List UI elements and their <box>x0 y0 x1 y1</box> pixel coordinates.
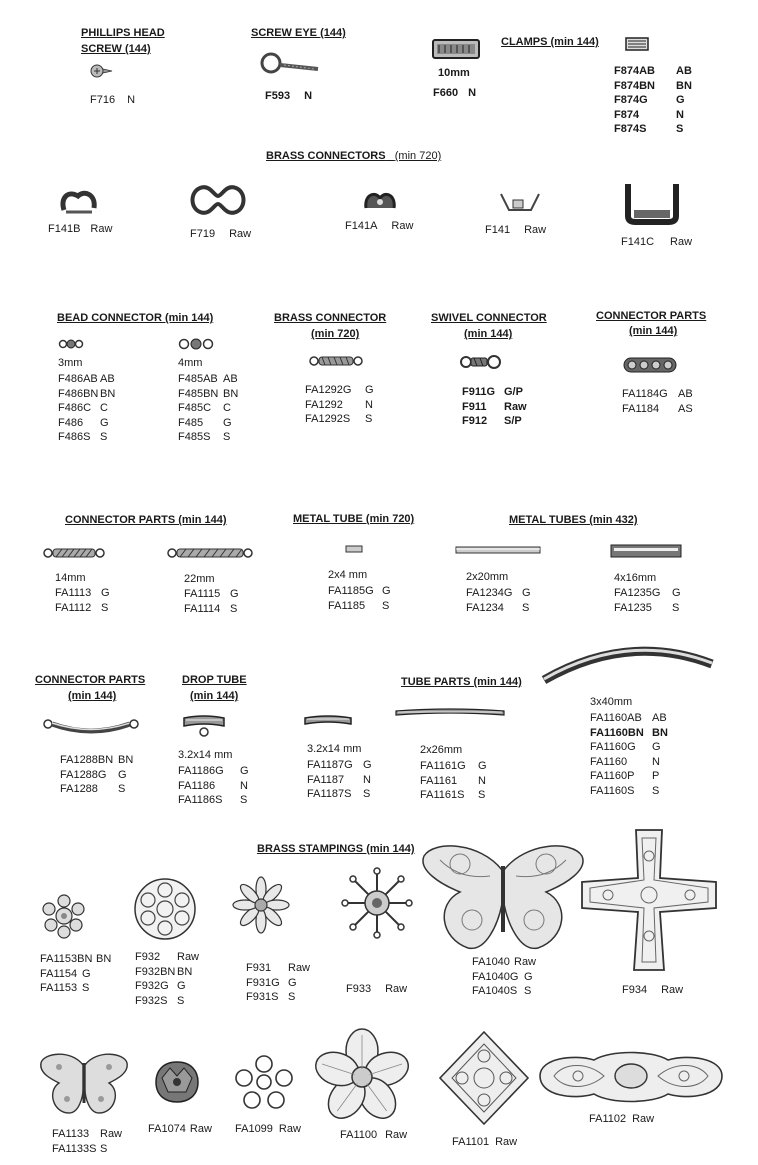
bead-3mm-list: F486AB AB F486BN BN F486C C F486 G F486S S <box>58 373 116 443</box>
f719-code: F719 Raw <box>190 228 252 240</box>
metal-tube-list: FA1185G G FA1185 S <box>328 585 391 612</box>
bead-connector-4mm-icon <box>178 337 214 351</box>
tube-parts-2x26-size: 2x26mm <box>420 744 463 756</box>
cp-22mm-size: 22mm <box>184 573 215 585</box>
stamping-fa1101-icon <box>438 1030 530 1126</box>
stamping-fa1099-code: FA1099 Raw <box>235 1123 301 1135</box>
connector-parts-fa1184-icon <box>622 356 678 374</box>
drop-tube-min: (min 144) <box>190 690 239 702</box>
drop-tube-title: DROP TUBE <box>182 674 247 686</box>
tube-parts-3x40-size: 3x40mm <box>590 696 633 708</box>
metal-tubes-2x20-size: 2x20mm <box>466 571 509 583</box>
stamping-fa1074-icon <box>152 1058 202 1106</box>
stamping-fa1153-icon <box>40 893 88 939</box>
tube-parts-3.2x14-list: FA1187G G FA1187 N FA1187S S <box>307 759 372 800</box>
f660-size: 10mm <box>438 67 470 79</box>
stamping-fa1099-icon <box>234 1054 294 1110</box>
stamping-fa1133-list: FA1133 Raw FA1133S S <box>52 1128 123 1155</box>
screw-eye-icon <box>258 50 322 80</box>
connector-parts-22mm-icon <box>166 546 254 560</box>
bead-connector-3mm-icon <box>58 338 84 350</box>
stamping-fa1133-icon <box>37 1049 131 1119</box>
metal-tube-title: METAL TUBE (min 720) <box>293 513 415 525</box>
cp-14mm-size: 14mm <box>55 572 86 584</box>
bead-connector-title: BEAD CONNECTOR (min 144) <box>57 312 214 324</box>
brass-connectors-title: BRASS CONNECTORS (min 720) <box>266 150 442 162</box>
stamping-f934-icon <box>576 826 722 974</box>
connector-f141c-icon <box>622 180 682 226</box>
stamping-fa1102-icon <box>534 1046 728 1108</box>
stamping-fa1040-icon <box>420 840 586 956</box>
brass-connector-title: BRASS CONNECTOR <box>274 312 387 324</box>
cp-14mm-list: FA1113 G FA1112 S <box>55 587 110 614</box>
stamping-fa1040-list: FA1040 Raw FA1040G G FA1040S S <box>472 956 537 997</box>
phillips-title-line2: SCREW (144) <box>81 43 151 55</box>
bead-4mm-list: F485AB AB F485BN BN F485C C F485 G F485S S <box>178 373 239 443</box>
metal-tube-fa1234-icon <box>455 545 541 555</box>
clamp-f874-icon <box>625 36 649 52</box>
stamping-f931-icon <box>232 876 290 934</box>
screw-eye-title: SCREW EYE (144) <box>251 27 346 39</box>
clamps-list: F874AB AB F874BN BN F874G G F874 N F874S S <box>614 65 692 135</box>
metal-tubes-2x20-list: FA1234G G FA1234 S <box>466 587 531 614</box>
tube-part-fa1160-icon <box>540 640 716 686</box>
stamping-fa1153-list: FA1153BN BN FA1154 G FA1153 S <box>40 953 112 994</box>
connector-parts-2-title: CONNECTOR PARTS (min 144) <box>65 514 227 526</box>
f141a-code: F141A Raw <box>345 220 414 232</box>
tube-parts-title: TUBE PARTS (min 144) <box>401 676 522 688</box>
metal-tube-size: 2x4 mm <box>328 569 368 581</box>
f141-code: F141 Raw <box>485 224 547 236</box>
stamping-fa1101-code: FA1101 Raw <box>452 1136 518 1148</box>
stamping-f934-code: F934 Raw <box>622 984 684 996</box>
tube-parts-3x40-list: FA1160AB AB FA1160BN BN FA1160G G FA1160 N FA1160P P FA1160S S <box>590 712 668 797</box>
connector-parts-3-list: FA1288BN BN FA1288G G FA1288 S <box>60 754 134 795</box>
swivel-connector-icon <box>458 352 502 372</box>
clamps-title: CLAMPS (min 144) <box>501 36 599 48</box>
drop-tube-fa1186-icon <box>180 710 228 738</box>
stamping-f933-code: F933 Raw <box>346 983 408 995</box>
bead-3mm-size: 3mm <box>58 357 83 369</box>
cp-22mm-list: FA1115 G FA1114 S <box>184 588 239 615</box>
connector-parts-3-title: CONNECTOR PARTS <box>35 674 146 686</box>
brass-connector-list: FA1292G G FA1292 N FA1292S S <box>305 384 374 425</box>
clamp-f660-icon <box>431 36 481 62</box>
drop-tube-list: FA1186G G FA1186 N FA1186S S <box>178 765 249 806</box>
metal-tubes-4x16-size: 4x16mm <box>614 572 657 584</box>
f141b-code: F141B Raw <box>48 223 113 235</box>
stamping-fa1102-code: FA1102 Raw <box>589 1113 655 1125</box>
phillips-title-line1: PHILLIPS HEAD <box>81 27 165 39</box>
stamping-f932-icon <box>132 876 198 942</box>
connector-parts-1-title: CONNECTOR PARTS <box>596 310 707 322</box>
swivel-connector-title: SWIVEL CONNECTOR <box>431 312 547 324</box>
stamping-fa1100-icon <box>312 1030 412 1124</box>
phillips-code: F716 N <box>90 94 136 106</box>
brass-connector-min: (min 720) <box>311 328 360 340</box>
drop-tube-size: 3.2x14 mm <box>178 749 233 761</box>
metal-tubes-4x16-list: FA1235G G FA1235 S <box>614 587 681 614</box>
tube-part-fa1187-icon <box>303 712 353 728</box>
brass-connector-fa1292-icon <box>308 354 364 368</box>
phillips-screw-icon <box>90 62 114 80</box>
metal-tube-fa1235-icon <box>610 544 682 558</box>
metal-tube-fa1185-icon <box>344 544 364 554</box>
tube-part-fa1161-icon <box>394 705 506 721</box>
connector-f141-icon <box>497 188 543 214</box>
stamping-f933-icon <box>340 866 414 940</box>
f141c-code: F141C Raw <box>621 236 693 248</box>
stamping-f931-list: F931 Raw F931G G F931S S <box>246 962 311 1003</box>
connector-f719-icon <box>190 182 246 218</box>
stamping-fa1100-code: FA1100 Raw <box>340 1129 408 1141</box>
connector-parts-1-list: FA1184G AB FA1184 AS <box>622 388 693 415</box>
connector-parts-14mm-icon <box>42 546 106 560</box>
screw-eye-code: F593 N <box>265 90 313 102</box>
metal-tubes-title: METAL TUBES (min 432) <box>509 514 638 526</box>
swivel-connector-min: (min 144) <box>464 328 513 340</box>
connector-parts-3-min: (min 144) <box>68 690 117 702</box>
connector-parts-1-min: (min 144) <box>629 325 678 337</box>
connector-parts-fa1288-icon <box>42 714 140 736</box>
bead-4mm-size: 4mm <box>178 357 203 369</box>
stamping-f932-list: F932 Raw F932BN BN F932G G F932S S <box>135 951 200 1007</box>
brass-stampings-title: BRASS STAMPINGS (min 144) <box>257 843 415 855</box>
stamping-fa1074-code: FA1074 Raw <box>148 1123 212 1135</box>
swivel-connector-list: F911G G/P F911 Raw F912 S/P <box>462 386 527 427</box>
connector-f141b-icon <box>58 186 102 216</box>
f660-code: F660 N <box>433 87 477 99</box>
connector-f141a-icon <box>360 188 400 212</box>
tube-parts-3.2x14-size: 3.2x14 mm <box>307 743 362 755</box>
tube-parts-2x26-list: FA1161G G FA1161 N FA1161S S <box>420 760 487 801</box>
